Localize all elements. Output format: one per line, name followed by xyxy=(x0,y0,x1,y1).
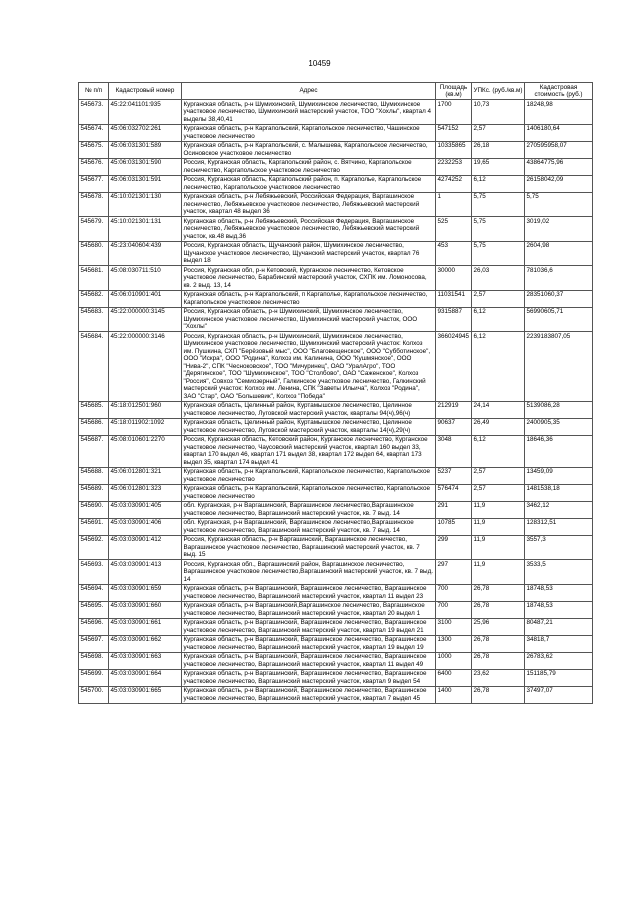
cell-address: Россия, Курганская область, Каргапольский район, с. Вятчино, Каргапольское лесничество, Каргапольское участковое лесничество xyxy=(182,158,436,175)
cell-row-number: 545684. xyxy=(79,332,109,402)
cell-row-number: 545690. xyxy=(79,501,109,518)
cell-unit-value: 6,12 xyxy=(472,435,525,467)
cell-address: Россия, Курганская обл, р-н Кетовский, Курганское лесничество, Кетовское участковое лесничество, Барабинский мастерский участок, СХПК им. Ломоносова, кв. 2 выд. 13, 14 xyxy=(182,266,436,291)
cell-area: 10785 xyxy=(436,518,472,535)
cell-cadastral-number: 45:10:021301:131 xyxy=(109,217,182,242)
cell-row-number: 545681. xyxy=(79,266,109,291)
header-cadastral-value: Кадастровая стоимость (руб.) xyxy=(525,83,593,100)
cell-area: 297 xyxy=(436,560,472,585)
cell-area: 90637 xyxy=(436,418,472,435)
cell-unit-value: 11,9 xyxy=(472,535,525,560)
table-row xyxy=(79,484,593,501)
cell-address: Россия, Курганская область, Каргапольский район, п. Каргаполье, Каргапольское лесничество, Каргапольское участковое лесничество xyxy=(182,175,436,192)
cell-address: Курганская область, р-н Варгашинский, Варгашинское лесничество, Варгашинское участковое лесничество, Варгашинский мастерский участок, квартал 11 выдел 23 xyxy=(182,584,436,601)
cell-cadastral-number: 45:03:030901:660 xyxy=(109,601,182,618)
cell-row-number: 545692. xyxy=(79,535,109,560)
cell-address: Россия, Курганская область, Щучанский район, Шумихинское лесничество, Щучанское участковое лесничество, Щучанский мастерский участок, квартал 76 выдел 18 xyxy=(182,241,436,266)
cell-cadastral-number: 45:03:030901:664 xyxy=(109,669,182,686)
cell-address: Курганская область, р-н Лебяжьевский, Российская Федерация, Варгашинское лесничество, Лебяжьевское участковое лесничество, Лебяжьевский мастерский участок, квартал 48 выдел 36 xyxy=(182,192,436,217)
cell-cadastral-value: 2400905,35 xyxy=(525,418,593,435)
cell-address: Россия, Курганская область, Кетовский район, Курганское лесничество, Курганское участковое лесничество, Чаусовский мастерский участок, квартал 160 выдел 33, квартал 170 выдел 46, квартал 171 выдел 38, квартал 172 выдел 64, квартал 173 выдел 35, квартал 174 выдел 41 xyxy=(182,435,436,467)
cell-address: Курганская область, р-н Каргапольский, Каргапольское лесничество, Каргапольское участковое лесничество xyxy=(182,467,436,484)
cell-area: 30000 xyxy=(436,266,472,291)
cell-area: 11031541 xyxy=(436,290,472,307)
cell-unit-value: 10,73 xyxy=(472,100,525,125)
cell-row-number: 545686. xyxy=(79,418,109,435)
cell-cadastral-number: 45:03:030901:665 xyxy=(109,686,182,703)
cell-unit-value: 11,9 xyxy=(472,518,525,535)
table-row xyxy=(79,501,593,518)
header-number: № п/п xyxy=(79,83,109,100)
cell-row-number: 545688. xyxy=(79,467,109,484)
cell-cadastral-value: 2604,98 xyxy=(525,241,593,266)
table-row xyxy=(79,124,593,141)
cell-unit-value: 11,9 xyxy=(472,501,525,518)
table-row xyxy=(79,401,593,418)
cell-cadastral-value: 18748,53 xyxy=(525,601,593,618)
cell-unit-value: 6,12 xyxy=(472,332,525,402)
cell-area: 576474 xyxy=(436,484,472,501)
cell-cadastral-value: 5139086,28 xyxy=(525,401,593,418)
cell-cadastral-number: 45:08:010601:2270 xyxy=(109,435,182,467)
cell-unit-value: 26,78 xyxy=(472,635,525,652)
cell-address: Курганская область, р-н Варгашинский, Варгашинское лесничество, Варгашинское участковое лесничество, Варгашинский мастерский участок, квартал 11 выдел 49 xyxy=(182,652,436,669)
cell-cadastral-number: 45:06:031301:591 xyxy=(109,175,182,192)
table-row xyxy=(79,652,593,669)
cell-cadastral-value: 43864775,96 xyxy=(525,158,593,175)
cell-row-number: 545677. xyxy=(79,175,109,192)
cell-address: Курганская область, р-н Лебяжьевский, Российская Федерация, Варгашинское лесничество, Лебяжьевское участковое лесничество, Лебяжьевский мастерский участок, кв.48 выд.36 xyxy=(182,217,436,242)
cell-row-number: 545685. xyxy=(79,401,109,418)
cell-cadastral-number: 45:22:000000:3145 xyxy=(109,307,182,332)
cell-row-number: 545689. xyxy=(79,484,109,501)
cell-row-number: 545673. xyxy=(79,100,109,125)
table-row xyxy=(79,141,593,158)
cell-row-number: 545682. xyxy=(79,290,109,307)
table-row xyxy=(79,535,593,560)
cell-address: Россия, Курганская обл., Варгашинский район, Варгашинское лесничество, Варгашинское участковое лесничество,Варгашинский мастерский участок, кв. 7 выд. 14 xyxy=(182,560,436,585)
cell-area: 291 xyxy=(436,501,472,518)
cell-address: обл. Курганская, р-н Варгашинский, Варгашинское лесничество,Варгашинское участковое лесничество, Варгашинский мастерский участок, кв. 7 выд. 14 xyxy=(182,518,436,535)
cell-address: Курганская область, р-н Варгашинский, Варгашинское лесничество, Варгашинское участковое лесничество, Варгашинский мастерский участок, квартал 19 выдел 21 xyxy=(182,618,436,635)
cell-cadastral-number: 45:06:031301:590 xyxy=(109,158,182,175)
cell-cadastral-number: 45:06:012801:323 xyxy=(109,484,182,501)
cell-area: 525 xyxy=(436,217,472,242)
cell-area: 453 xyxy=(436,241,472,266)
cell-row-number: 545693. xyxy=(79,560,109,585)
cell-cadastral-number: 45:03:030901:412 xyxy=(109,535,182,560)
cell-row-number: 545696. xyxy=(79,618,109,635)
cell-row-number: 545687. xyxy=(79,435,109,467)
table-row xyxy=(79,467,593,484)
cell-row-number: 545674. xyxy=(79,124,109,141)
cell-cadastral-value: 3019,02 xyxy=(525,217,593,242)
cell-unit-value: 11,9 xyxy=(472,560,525,585)
cell-area: 6400 xyxy=(436,669,472,686)
cell-address: Курганская область, р-н Каргапольский, Каргапольское лесничество, Каргапольское участковое лесничество xyxy=(182,484,436,501)
cell-unit-value: 26,78 xyxy=(472,686,525,703)
cell-area: 3048 xyxy=(436,435,472,467)
cell-unit-value: 26,18 xyxy=(472,141,525,158)
cell-cadastral-number: 45:06:032702:261 xyxy=(109,124,182,141)
cell-cadastral-number: 45:03:030901:413 xyxy=(109,560,182,585)
cell-address: Курганская область, р-н Варгашинский,Варгашинское лесничество, Варгашинское участковое лесничество, Варгашинский мастерский участок, квартал 20 выдел 1 xyxy=(182,601,436,618)
cell-cadastral-number: 45:08:030711:510 xyxy=(109,266,182,291)
cell-area: 2232253 xyxy=(436,158,472,175)
header-address: Адрес xyxy=(182,83,436,100)
cell-unit-value: 2,57 xyxy=(472,467,525,484)
cell-cadastral-number: 45:10:021301:130 xyxy=(109,192,182,217)
table-row xyxy=(79,669,593,686)
cell-cadastral-number: 45:22:000000:3146 xyxy=(109,332,182,402)
table-row xyxy=(79,290,593,307)
cell-cadastral-number: 45:06:031301:589 xyxy=(109,141,182,158)
cell-area: 700 xyxy=(436,601,472,618)
cell-row-number: 545699. xyxy=(79,669,109,686)
cell-cadastral-number: 45:03:030901:663 xyxy=(109,652,182,669)
cell-row-number: 545697. xyxy=(79,635,109,652)
table-row xyxy=(79,435,593,467)
table-row xyxy=(79,584,593,601)
header-cadastral-number: Кадастровый номер xyxy=(109,83,182,100)
cell-area: 1700 xyxy=(436,100,472,125)
cell-cadastral-value: 37497,07 xyxy=(525,686,593,703)
cell-address: Россия, Курганская область, р-н Шумихинский, Шумихинское лесничество, Шумихинское участковое лесничество, Шумихинский мастерский участок: Колхоз им. Пушкина, СХП "Берёзовый мыс", ООО "Благовещенское", ООО "Субботинское", ООО "Искра", ООО "Родина", Колхоз им. Калинина, ООО "Кушмянское", ООО "Нива-2", СПК "Чесноковское", ТОО "Мичуринец", ОАО "УралАгро", ТОО "Дерягинское", ТОО "Шумихинское", ТОО "Столбово", ОАО "Саженское", Колхоз "Россия", Совхоз "Семиозерный", Галкинское участковое лесничество, Галкинский мастерский участок: Колхоз им. Ленина, СПК "Заветы Ильича", Колхоз "Родина", ЗАО "Стар", ОАО "Большевик", Колхоз "Победа" xyxy=(182,332,436,402)
cell-cadastral-value: 18248,98 xyxy=(525,100,593,125)
cell-unit-value: 23,62 xyxy=(472,669,525,686)
table-row xyxy=(79,332,593,402)
table-row xyxy=(79,307,593,332)
cell-unit-value: 5,75 xyxy=(472,241,525,266)
cell-cadastral-value: 13459,09 xyxy=(525,467,593,484)
cell-cadastral-number: 45:03:030901:662 xyxy=(109,635,182,652)
table-row xyxy=(79,175,593,192)
cell-cadastral-value: 34818,7 xyxy=(525,635,593,652)
cell-cadastral-number: 45:22:041101:935 xyxy=(109,100,182,125)
cell-address: Курганская область, р-н Варгашинский, Варгашинское лесничество, Варгашинское участковое лесничество, Варгашинский мастерский участок, квартал 19 выдел 19 xyxy=(182,635,436,652)
cell-unit-value: 26,03 xyxy=(472,266,525,291)
table-row xyxy=(79,601,593,618)
cell-cadastral-number: 45:06:012801:321 xyxy=(109,467,182,484)
cell-cadastral-value: 1406180,64 xyxy=(525,124,593,141)
cell-unit-value: 26,78 xyxy=(472,601,525,618)
cell-cadastral-value: 270595958,07 xyxy=(525,141,593,158)
cell-cadastral-value: 128312,51 xyxy=(525,518,593,535)
cell-address: Россия, Курганская область, р-н Шумихинский, Шумихинское лесничество, Шумихинское участковое лесничество, Шумихинский мастерский участок, ООО "Хохлы" xyxy=(182,307,436,332)
cell-address: Курганская область, р-н Варгашинский, Варгашинское лесничество, Варгашинское участковое лесничество, Варгашинский мастерский участок, квартал 7 выдел 45 xyxy=(182,686,436,703)
cell-area: 5237 xyxy=(436,467,472,484)
cell-area: 1 xyxy=(436,192,472,217)
cell-area: 1000 xyxy=(436,652,472,669)
cell-area: 366024945 xyxy=(436,332,472,402)
cell-area: 3100 xyxy=(436,618,472,635)
cell-cadastral-value: 5,75 xyxy=(525,192,593,217)
cell-unit-value: 5,75 xyxy=(472,217,525,242)
cell-row-number: 545678. xyxy=(79,192,109,217)
table-row xyxy=(79,100,593,125)
cell-row-number: 545691. xyxy=(79,518,109,535)
cell-cadastral-value: 18646,36 xyxy=(525,435,593,467)
cell-area: 212919 xyxy=(436,401,472,418)
table-row xyxy=(79,241,593,266)
cell-area: 299 xyxy=(436,535,472,560)
table-row xyxy=(79,158,593,175)
cell-cadastral-value: 3533,5 xyxy=(525,560,593,585)
cell-row-number: 545695. xyxy=(79,601,109,618)
cell-unit-value: 6,12 xyxy=(472,307,525,332)
cell-row-number: 545698. xyxy=(79,652,109,669)
cell-unit-value: 2,57 xyxy=(472,124,525,141)
cell-cadastral-value: 80487,21 xyxy=(525,618,593,635)
cell-unit-value: 26,49 xyxy=(472,418,525,435)
cell-cadastral-value: 18748,53 xyxy=(525,584,593,601)
cell-address: Курганская область, р-н Варгашинский, Варгашинское лесничество, Варгашинское участковое лесничество, Варгашинский мастерский участок, квартал 9 выдел 54 xyxy=(182,669,436,686)
cell-area: 10335865 xyxy=(436,141,472,158)
cell-unit-value: 2,57 xyxy=(472,290,525,307)
table-row xyxy=(79,518,593,535)
cell-cadastral-number: 45:03:030901:661 xyxy=(109,618,182,635)
cell-address: Курганская область, Целинный район, Куртамышское лесничество, Целинное участковое лесничество, Луговской мастерский участок, кварталы 14(ч),29(ч) xyxy=(182,418,436,435)
table-row xyxy=(79,686,593,703)
cell-cadastral-value: 781036,6 xyxy=(525,266,593,291)
cell-area: 1300 xyxy=(436,635,472,652)
table-row xyxy=(79,635,593,652)
cell-unit-value: 5,75 xyxy=(472,192,525,217)
cell-unit-value: 19,65 xyxy=(472,158,525,175)
cell-row-number: 545680. xyxy=(79,241,109,266)
cell-address: Курганская область, р-н Каргапольский, п Каргаполье, Каргапольское лесничество, Каргапольское участковое лесничество xyxy=(182,290,436,307)
page-number: 10459 xyxy=(308,59,331,68)
cell-cadastral-value: 26783,62 xyxy=(525,652,593,669)
cell-cadastral-value: 28351060,37 xyxy=(525,290,593,307)
cell-cadastral-value: 56990605,71 xyxy=(525,307,593,332)
cell-cadastral-number: 45:03:030901:406 xyxy=(109,518,182,535)
cell-unit-value: 25,96 xyxy=(472,618,525,635)
header-area: Площадь (кв.м) xyxy=(436,83,472,100)
cell-row-number: 545676. xyxy=(79,158,109,175)
cell-cadastral-value: 3462,12 xyxy=(525,501,593,518)
cell-row-number: 545679. xyxy=(79,217,109,242)
cell-row-number: 545683. xyxy=(79,307,109,332)
cell-row-number: 545675. xyxy=(79,141,109,158)
cell-row-number: 545700. xyxy=(79,686,109,703)
cell-unit-value: 26,78 xyxy=(472,584,525,601)
cell-address: Курганская область, р-н Шумихинский, Шумихинское лесничество, Шумихинское участковое лесничество, Шумихинский мастерский участок, ТОО "Хохлы", квартал 4 выделы 38,40,41 xyxy=(182,100,436,125)
cell-unit-value: 24,14 xyxy=(472,401,525,418)
cell-cadastral-number: 45:03:030901:659 xyxy=(109,584,182,601)
table-header-row xyxy=(79,83,593,100)
cell-cadastral-number: 45:23:040604:439 xyxy=(109,241,182,266)
cadastre-table xyxy=(78,82,593,704)
cell-address: Курганская область, Целинный район, Куртамышское лесничество, Целинное участковое лесничество, Луговской мастерский участок, кварталы 94(ч),96(ч) xyxy=(182,401,436,418)
cell-cadastral-number: 45:03:030901:405 xyxy=(109,501,182,518)
cell-address: Россия, Курганская область, р-н Варгашинский, Варгашинское лесничество, Варгашинское участковое лесничество, Варгашинский мастерский участок, кв. 7 выд. 15 xyxy=(182,535,436,560)
cell-unit-value: 2,57 xyxy=(472,484,525,501)
cell-unit-value: 6,12 xyxy=(472,175,525,192)
cell-address: Курганская область, р-н Каргапольский, с. Малышева, Каргапольское лесничество, Осиновское участковое лесничество xyxy=(182,141,436,158)
cell-cadastral-number: 45:18:012501:960 xyxy=(109,401,182,418)
table-row xyxy=(79,192,593,217)
table-row xyxy=(79,266,593,291)
cell-cadastral-number: 45:18:011902:1092 xyxy=(109,418,182,435)
table-row xyxy=(79,560,593,585)
cell-area: 547152 xyxy=(436,124,472,141)
cell-address: обл. Курганская, р-н Варгашинский, Варгашинское лесничество,Варгашинское участковое лесничество, Варгашинский мастерский участок, кв. 7 выд. 14 xyxy=(182,501,436,518)
cell-cadastral-value: 26158042,09 xyxy=(525,175,593,192)
table-row xyxy=(79,618,593,635)
header-unit-value: УПКс. (руб./кв.м) xyxy=(472,83,525,100)
cell-cadastral-value: 151185,79 xyxy=(525,669,593,686)
cell-cadastral-number: 45:06:010901:401 xyxy=(109,290,182,307)
cell-area: 700 xyxy=(436,584,472,601)
cell-cadastral-value: 2239183807,05 xyxy=(525,332,593,402)
cell-row-number: 545694. xyxy=(79,584,109,601)
cell-area: 1400 xyxy=(436,686,472,703)
cell-address: Курганская область, р-н Каргапольский, Каргапольское лесничество, Чашинское участковое лесничество xyxy=(182,124,436,141)
cell-cadastral-value: 3557,3 xyxy=(525,535,593,560)
table-row xyxy=(79,418,593,435)
cell-cadastral-value: 1481538,18 xyxy=(525,484,593,501)
cell-unit-value: 26,78 xyxy=(472,652,525,669)
cell-area: 4274252 xyxy=(436,175,472,192)
cell-area: 9315887 xyxy=(436,307,472,332)
table-row xyxy=(79,217,593,242)
